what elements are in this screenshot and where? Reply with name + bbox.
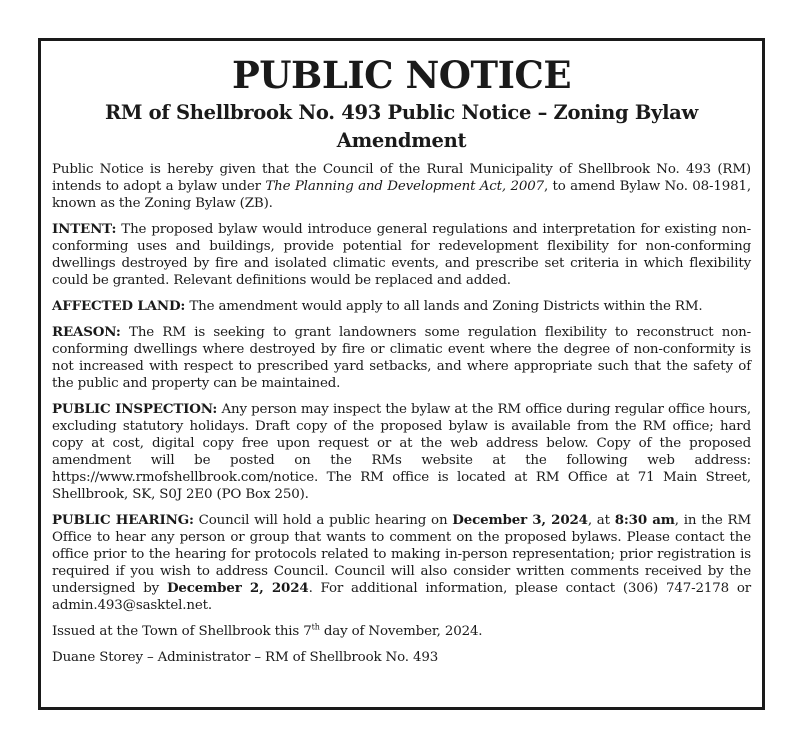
intro-text-2: , to amend Bylaw No. 08-1981, known as the Zoning Bylaw (ZB).	[52, 179, 752, 211]
act-name: The Planning and Development Act, 2007	[265, 179, 544, 194]
comment-deadline: December 2, 2024	[166, 580, 309, 596]
hearing-text-2: , at	[587, 513, 615, 528]
issued-text-1: Issued at the Town of Shellbrook this 7	[52, 624, 312, 639]
hearing-label: PUBLIC HEARING:	[52, 512, 194, 528]
hearing-time: 8:30 am	[614, 512, 675, 528]
affected-land-label: AFFECTED LAND:	[52, 298, 186, 314]
hearing-text-1: Council will hold a public hearing on	[193, 513, 453, 528]
intent-label: INTENT:	[52, 221, 117, 237]
notice-title: PUBLIC NOTICE	[231, 53, 572, 97]
signature-line: Duane Storey – Administrator – RM of Shellbrook No. 493	[52, 650, 439, 665]
public-notice-box	[38, 38, 765, 710]
reason-text: The RM is seeking to grant landowners some regulation flexibility to reconstruct non-conforming dwellings where destroyed by fire or climatic event where the degree of non-conformity is not increased with respect to prescribed yard setbacks, and where appropriate such that the safety of the public and property can be maintained.	[52, 325, 751, 391]
hearing-text-4: . For additional information, please contact (306) 747-2178 or admin.493@sasktel.net.	[52, 581, 751, 613]
intro-text-1: Public Notice is hereby given that the Council of the Rural Municipality of Shellbrook No. 493 (RM) intends to adopt a bylaw under	[52, 162, 751, 194]
affected-land-paragraph	[52, 298, 751, 315]
intent-paragraph	[52, 221, 751, 289]
affected-land-text: The amendment would apply to all lands and Zoning Districts within the RM.	[185, 299, 703, 314]
inspection-label: PUBLIC INSPECTION:	[52, 401, 218, 417]
notice-subtitle: RM of Shellbrook No. 493 Public Notice – Zoning Bylaw Amendment	[105, 101, 698, 152]
hearing-date: December 3, 2024	[452, 512, 588, 528]
reason-label: REASON:	[52, 324, 121, 340]
issued-text-2: day of November, 2024.	[319, 624, 483, 639]
reason-paragraph	[52, 324, 751, 392]
issued-day-suffix: th	[311, 622, 320, 632]
inspection-text: Any person may inspect the bylaw at the RM office during regular office hours, excluding statutory holidays. Draft copy of the proposed bylaw is available from the RM office; hard copy at cost, digital copy free upon request or at the web address below. Copy of the proposed amendment will be posted on the RMs website at the following web address: https://www.rmofshellbrook.com/notice. The RM office is located at RM Office at 71 Main Street, Shellbrook, SK, S0J 2E0 (PO Box 250).	[52, 402, 751, 502]
hearing-text-3: , in the RM Office to hear any person or group that wants to comment on the proposed bylaws. Please contact the office prior to the hearing for protocols related to making in-person representation; prior registration is required if you wish to address Council. Council will also consider written comments received by the undersigned by	[52, 513, 752, 596]
intro-paragraph	[52, 161, 751, 212]
inspection-paragraph	[52, 401, 751, 503]
issued-paragraph	[52, 623, 751, 640]
hearing-paragraph	[52, 512, 751, 614]
intent-text: The proposed bylaw would introduce general regulations and interpretation for existing non-conforming uses and buildings, provide potential for redevelopment flexibility for non-conforming dwellings destroyed by fire and isolated climatic events, and prescribe set criteria in which flexibility could be granted. Relevant definitions would be replaced and added.	[52, 222, 751, 288]
